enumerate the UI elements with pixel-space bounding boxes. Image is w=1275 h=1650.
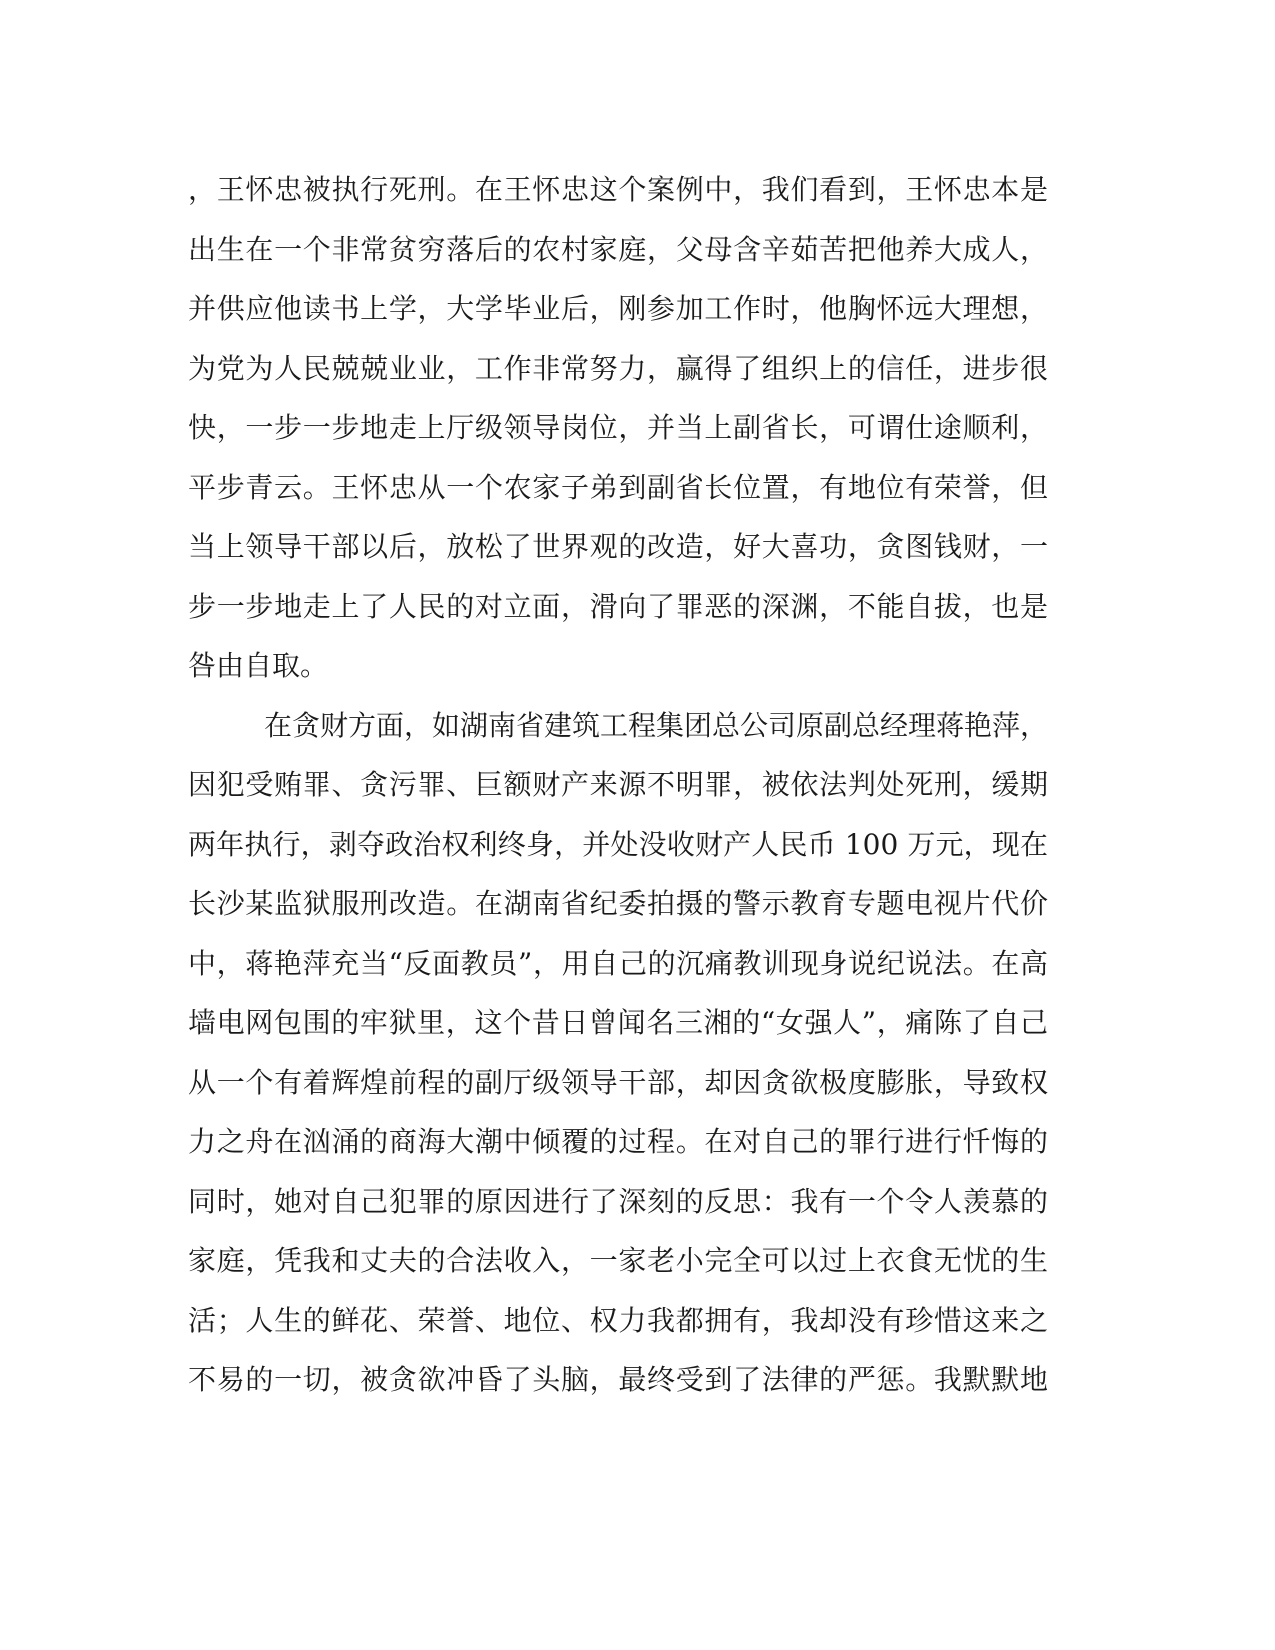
text-line: 从一个有着辉煌前程的副厅级领导干部，却因贪欲极度膨胀，导致权 [188,1065,1048,1099]
paragraph-1 [188,160,1048,696]
body-text [188,160,1048,1410]
text-line: 不易的一切，被贪欲冲昏了头脑，最终受到了法律的严惩。我默默地 [188,1363,1048,1396]
text-line: 长沙某监狱服刑改造。在湖南省纪委拍摄的警示教育专题电视片代价 [188,887,1048,920]
text-line: 家庭，凭我和丈夫的合法收入，一家老小完全可以过上衣食无忧的生 [188,1244,1048,1277]
text-line: 快，一步一步地走上厅级领导岗位，并当上副省长，可谓仕途顺利， [188,411,1048,444]
text-line: 当上领导干部以后，放松了世界观的改造，好大喜功，贪图钱财，一 [188,530,1048,563]
text-line: 因犯受贿罪、贪污罪、巨额财产来源不明罪，被依法判处死刑，缓期 [188,768,1048,801]
text-line: 平步青云。王怀忠从一个农家子弟到副省长位置，有地位有荣誉，但 [188,470,1048,504]
text-line: 两年执行，剥夺政治权利终身，并处没收财产人民币 100 万元，现在 [188,827,1048,861]
text-line: 为党为人民兢兢业业，工作非常努力，赢得了组织上的信任，进步很 [188,351,1048,385]
text-line: 步一步地走上了人民的对立面，滑向了罪恶的深渊，不能自拔，也是 [188,589,1048,623]
text-line: 墙电网包围的牢狱里，这个昔日曾闻名三湘的“女强人”，痛陈了自己 [188,1006,1048,1039]
text-line: 活；人生的鲜花、荣誉、地位、权力我都拥有，我却没有珍惜这来之 [188,1303,1048,1337]
text-line: 同时，她对自己犯罪的原因进行了深刻的反思：我有一个令人羡慕的 [188,1184,1048,1218]
text-line: 力之舟在汹涌的商海大潮中倾覆的过程。在对自己的罪行进行忏悔的 [188,1125,1048,1158]
paragraph-2 [188,696,1048,1410]
text-line: 并供应他读书上学，大学毕业后，刚参加工作时，他胸怀远大理想， [188,292,1048,325]
text-line: 在贪财方面，如湖南省建筑工程集团总公司原副总经理蒋艳萍， [264,708,1049,742]
text-line: 中，蒋艳萍充当“反面教员”，用自己的沉痛教训现身说纪说法。在高 [188,946,1048,980]
text-line: 出生在一个非常贫穷落后的农村家庭，父母含辛茹苦把他养大成人， [188,232,1048,266]
text-line: 咎由自取。 [188,649,329,682]
text-line: ，王怀忠被执行死刑。在王怀忠这个案例中，我们看到，王怀忠本是 [188,173,1048,206]
